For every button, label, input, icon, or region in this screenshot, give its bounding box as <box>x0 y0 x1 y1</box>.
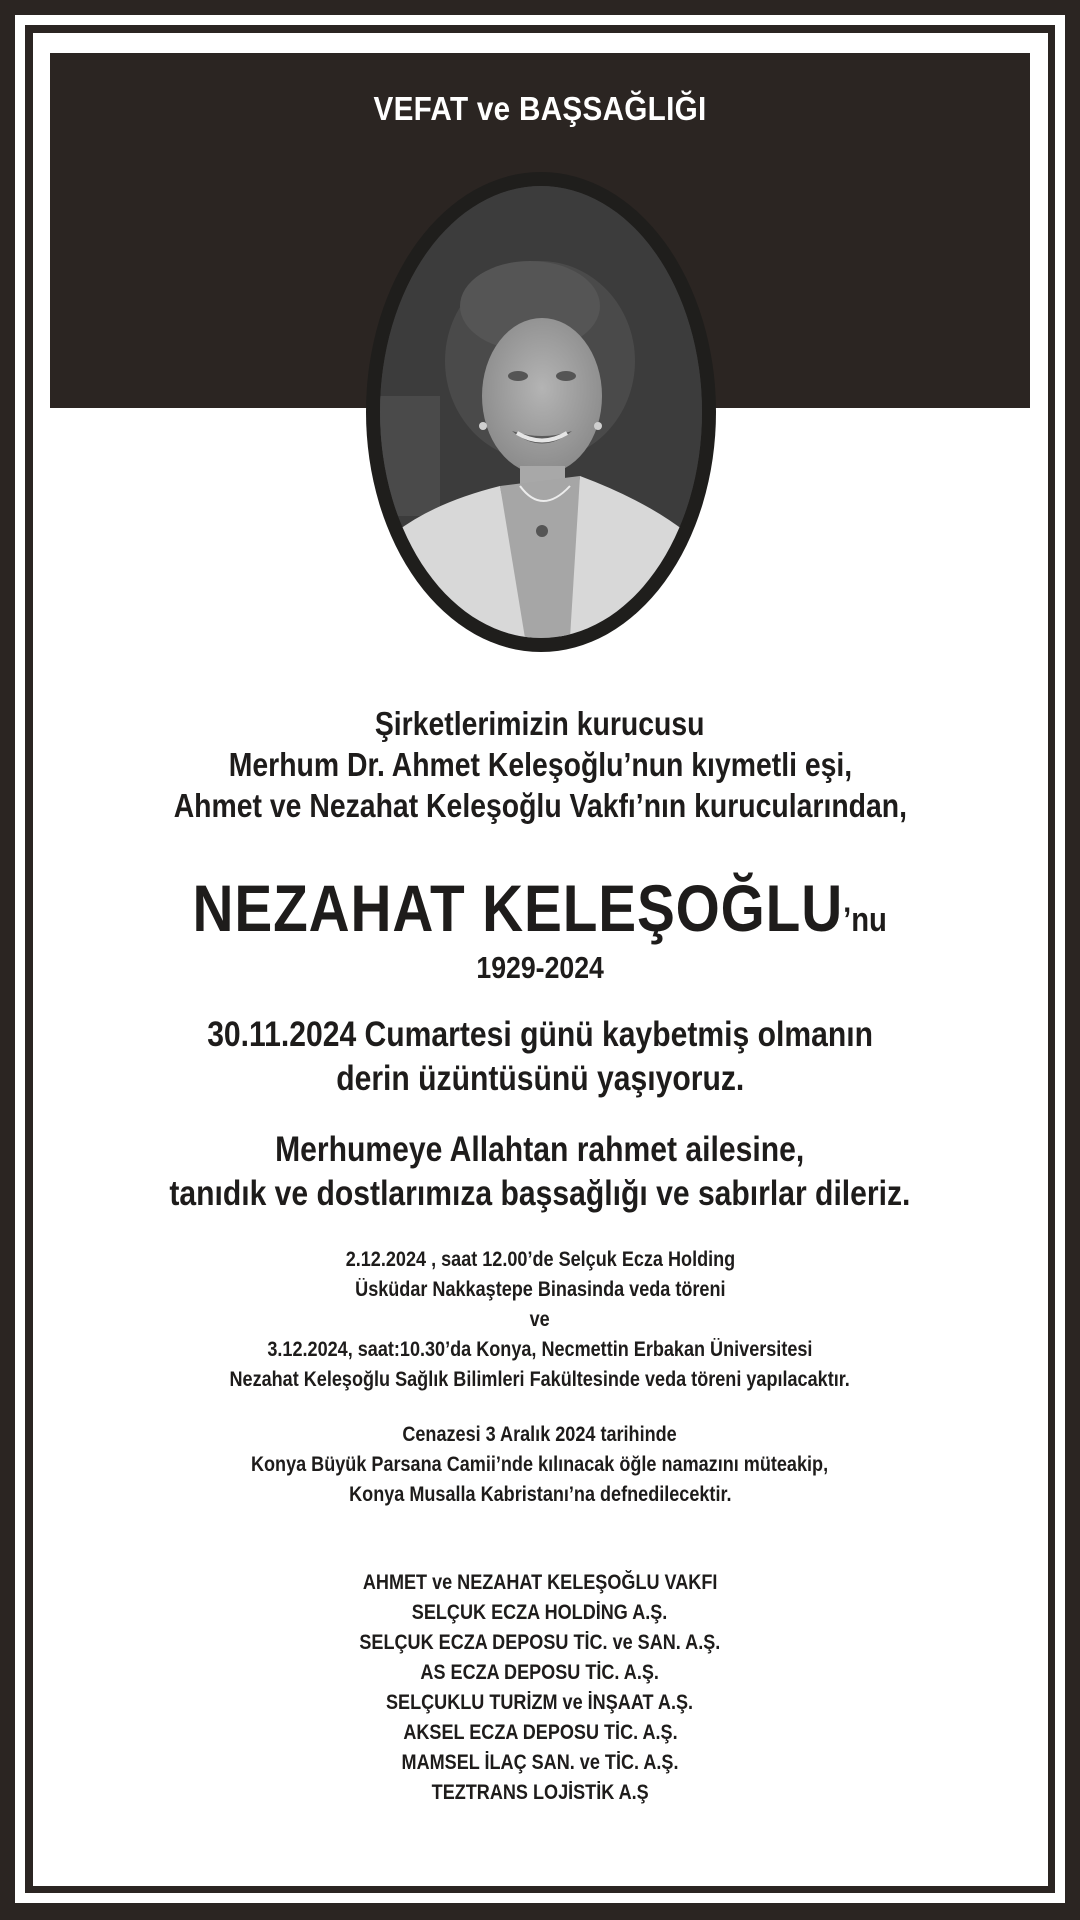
life-years <box>0 950 1080 986</box>
signatory: SELÇUK ECZA DEPOSU TİC. ve SAN. A.Ş. <box>359 1631 721 1654</box>
signatories-list <box>0 1568 1080 1808</box>
condolence-line-2: tanıdık ve dostlarımıza başsağlığı ve sabırlar dileriz. <box>169 1174 911 1213</box>
signatory: SELÇUKLU TURİZM ve İNŞAAT A.Ş. <box>386 1691 694 1714</box>
ceremony-line-3: ve <box>529 1308 551 1331</box>
burial-line-1: Cenazesi 3 Aralık 2024 tarihinde <box>402 1423 678 1446</box>
portrait-image <box>380 186 702 638</box>
intro-text <box>0 703 1080 826</box>
loss-message <box>0 1013 1080 1101</box>
portrait-photo <box>380 186 702 638</box>
loss-line-2: derin üzüntüsünü yaşıyoruz. <box>335 1059 745 1098</box>
burial-details <box>0 1420 1080 1510</box>
ceremony-line-1: 2.12.2024 , saat 12.00’de Selçuk Ecza Holding <box>345 1248 735 1271</box>
intro-line-3: Ahmet ve Nezahat Keleşoğlu Vakfı’nın kurucularından, <box>173 787 907 824</box>
notice-title-text: VEFAT ve BAŞSAĞLIĞI <box>373 90 707 127</box>
burial-line-2: Konya Büyük Parsana Camii’nde kılınacak öğle namazını müteakip, <box>251 1453 829 1476</box>
deceased-name <box>0 870 1080 958</box>
ceremony-details <box>0 1245 1080 1395</box>
ceremony-line-2: Üsküdar Nakkaştepe Binasinda veda töreni <box>354 1278 726 1301</box>
signatory: AKSEL ECZA DEPOSU TİC. A.Ş. <box>402 1721 678 1744</box>
signatory: SELÇUK ECZA HOLDİNG A.Ş. <box>412 1601 668 1624</box>
portrait-frame <box>366 172 716 652</box>
life-years-text: 1929-2024 <box>476 950 604 985</box>
name-suffix: ’nu <box>843 901 888 939</box>
ceremony-line-5: Nezahat Keleşoğlu Sağlık Bilimleri Fakültesinde veda töreni yapılacaktır. <box>229 1368 851 1391</box>
ceremony-line-4: 3.12.2024, saat:10.30’da Konya, Necmettin Erbakan Üniversitesi <box>267 1338 813 1361</box>
intro-line-2: Merhum Dr. Ahmet Keleşoğlu’nun kıymetli eşi, <box>228 746 852 783</box>
signatory: TEZTRANS LOJİSTİK A.Ş <box>431 1781 649 1804</box>
condolence-line-1: Merhumeye Allahtan rahmet ailesine, <box>275 1130 805 1169</box>
notice-title <box>0 90 1080 128</box>
signatory: AS ECZA DEPOSU TİC. A.Ş. <box>420 1661 660 1684</box>
loss-line-1: 30.11.2024 Cumartesi günü kaybetmiş olmanın <box>207 1015 873 1054</box>
signatory: AHMET ve NEZAHAT KELEŞOĞLU VAKFI <box>362 1571 718 1594</box>
deceased-name-text: NEZAHAT KELEŞOĞLU <box>192 871 844 945</box>
signatory: MAMSEL İLAÇ SAN. ve TİC. A.Ş. <box>401 1751 679 1774</box>
burial-line-3: Konya Musalla Kabristanı’na defnedilecektir. <box>348 1483 732 1506</box>
condolence-message <box>0 1128 1080 1216</box>
intro-line-1: Şirketlerimizin kurucusu <box>375 705 705 742</box>
